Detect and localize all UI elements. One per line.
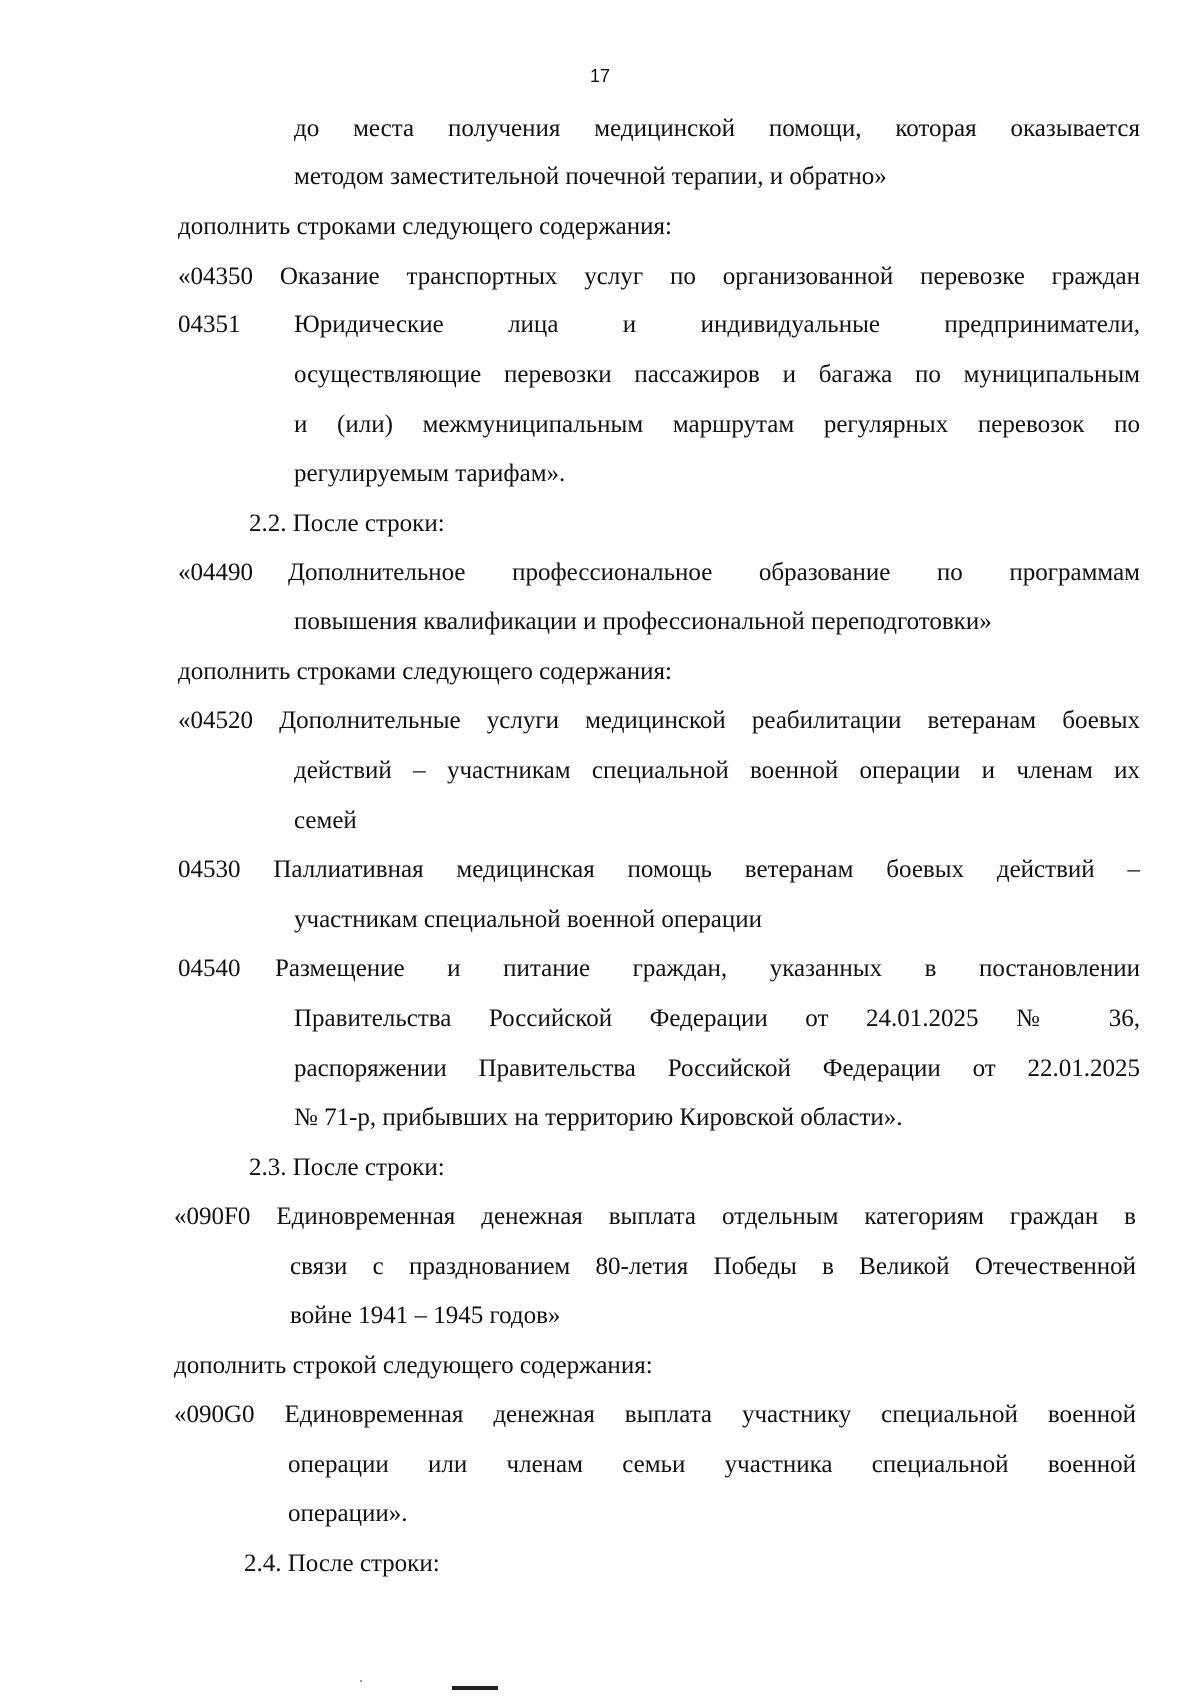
text-line: «090F0 Единовременная денежная выплата отдельным категориям граждан в	[174, 1203, 1136, 1230]
text-line: регулируемым тарифам».	[294, 460, 566, 487]
text-line: и (или) межмуниципальным маршрутам регулярных перевозок по	[294, 411, 1140, 438]
text-line: до места получения медицинской помощи, которая оказывается	[294, 115, 1140, 142]
text-line: повышения квалификации и профессиональной переподготовки»	[294, 608, 992, 635]
text-line: семей	[294, 807, 357, 834]
text-line: дополнить строкой следующего содержания:	[174, 1352, 653, 1379]
text-line: операции».	[288, 1500, 408, 1527]
section-heading: 2.4. После строки:	[244, 1550, 440, 1577]
text-line: Размещение и питание граждан, указанных в постановлении	[275, 955, 1140, 982]
scan-speck	[360, 1680, 362, 1682]
text-line: Правительства Российской Федерации от 24.01.2025 № 36,	[294, 1005, 1140, 1032]
text-line: № 71-р, прибывших на территорию Кировской области».	[294, 1104, 903, 1131]
text-line: действий – участникам специальной военной операции и членам их	[294, 757, 1140, 784]
text-line: связи с празднованием 80-летия Победы в Великой Отечественной	[290, 1253, 1136, 1280]
row-code: 04351	[178, 311, 241, 338]
section-heading: 2.2. После строки:	[249, 510, 445, 537]
text-line: Юридические лица и индивидуальные предприниматели,	[294, 311, 1140, 338]
footer-mark	[452, 1686, 498, 1690]
text-line: операции или членам семьи участника специальной военной	[288, 1451, 1136, 1478]
row-code: 04540	[178, 955, 241, 982]
text-line: «090G0 Единовременная денежная выплата участнику специальной военной	[174, 1401, 1136, 1428]
text-line: дополнить строками следующего содержания:	[178, 658, 672, 685]
section-heading: 2.3. После строки:	[249, 1154, 445, 1181]
text-line: войне 1941 – 1945 годов»	[290, 1302, 561, 1329]
text-line: «04520 Дополнительные услуги медицинской реабилитации ветеранам боевых	[178, 707, 1140, 734]
text-line: осуществляющие перевозки пассажиров и багажа по муниципальным	[294, 361, 1140, 388]
text-line: Дополнительное профессиональное образование по программам	[288, 559, 1140, 586]
text-line: участникам специальной военной операции	[294, 906, 763, 933]
text-line: дополнить строками следующего содержания:	[178, 213, 672, 240]
text-line: 04530 Паллиативная медицинская помощь ветеранам боевых действий –	[178, 856, 1140, 883]
text-line: «04350 Оказание транспортных услуг по организованной перевозке граждан	[178, 263, 1140, 290]
row-code: «04490	[178, 559, 253, 586]
page-number: 17	[589, 66, 611, 86]
text-line: методом заместительной почечной терапии, и обратно»	[294, 163, 887, 190]
text-line: распоряжении Правительства Российской Федерации от 22.01.2025	[294, 1055, 1140, 1082]
